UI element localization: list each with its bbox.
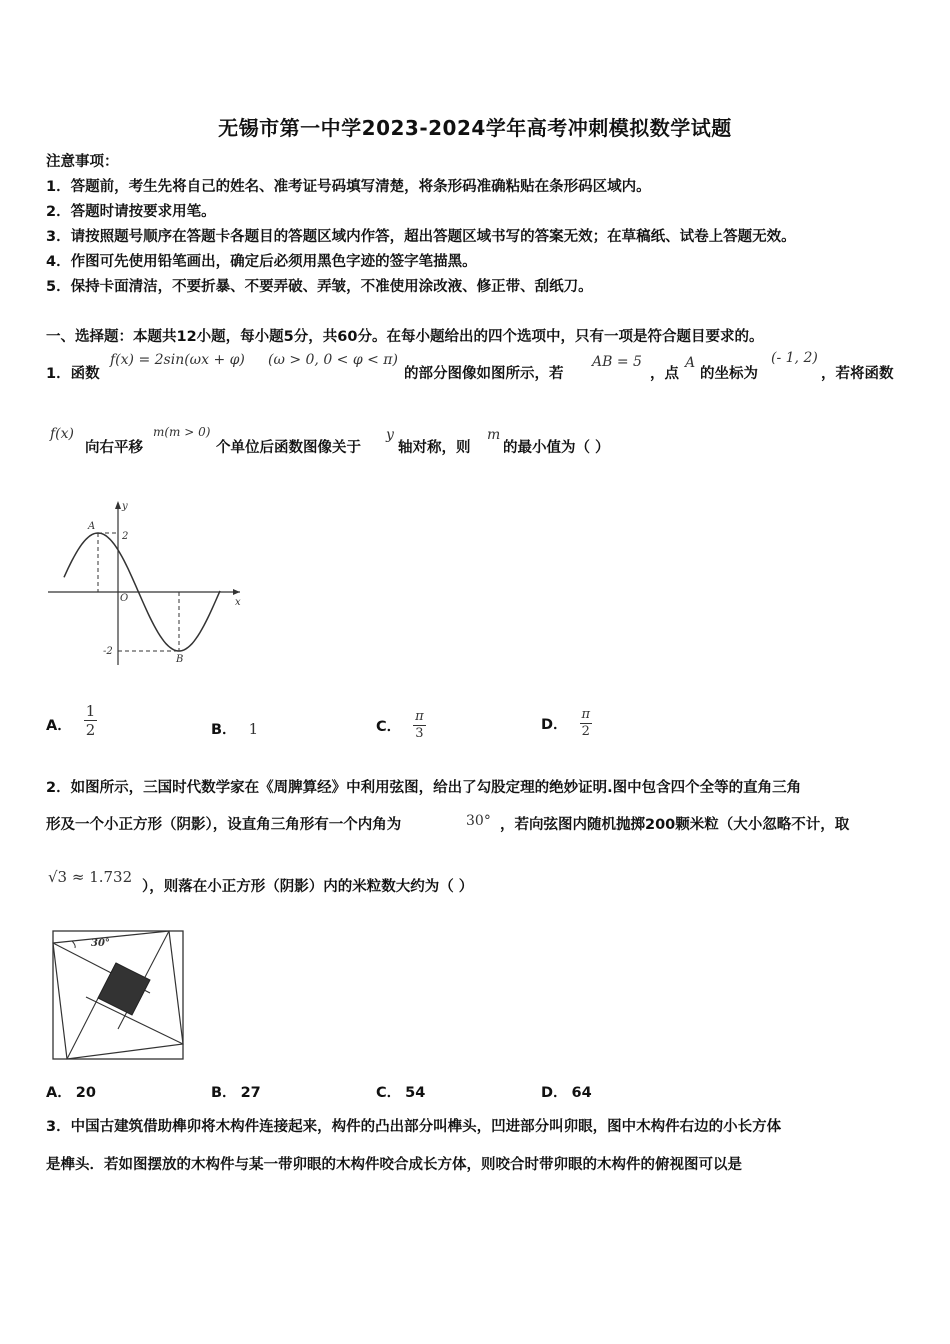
q1-text: 轴对称，则: [398, 440, 471, 456]
q1-option-c[interactable]: [376, 698, 426, 742]
q2-angle: 30°: [466, 813, 491, 829]
label-2: 2: [122, 531, 129, 542]
q1-text: 的坐标为: [700, 366, 758, 382]
option-fraction: [413, 709, 426, 742]
x-axis-arrow-icon: [233, 589, 240, 595]
page-title: 无锡市第一中学2023-2024学年高考冲刺模拟数学试题: [218, 116, 732, 140]
label-origin: O: [120, 593, 129, 604]
option-value: 20: [75, 1085, 96, 1101]
option-fraction: [580, 707, 593, 740]
q2-text: 形及一个小正方形（阴影），设直角三角形有一个内角为: [46, 817, 402, 833]
option-value: 27: [240, 1085, 261, 1101]
notice-heading: 注意事项：: [46, 154, 119, 170]
label-neg2: -2: [103, 646, 113, 657]
option-fraction: [84, 702, 98, 739]
q1-y-axis: y: [386, 427, 394, 443]
option-value: 54: [405, 1085, 426, 1101]
q2-option-b[interactable]: [211, 1083, 261, 1103]
q2-option-d[interactable]: [541, 1083, 592, 1103]
fraction-numerator: π: [415, 709, 424, 724]
notice-item: 5．保持卡面清洁，不要折暴、不要弄破、弄皱，不准使用涂改液、修正带、刮纸刀。: [46, 279, 593, 295]
option-letter: B．: [211, 1085, 237, 1101]
q1-point-a: A: [685, 355, 696, 371]
section-header: 一、选择题：本题共12小题，每小题5分，共60分。在每小题给出的四个选项中，只有一项是符合题目要求的。: [46, 329, 764, 345]
q1-sine-graph: [40, 495, 255, 670]
q1-option-b[interactable]: [211, 718, 258, 739]
option-letter: A．: [46, 718, 72, 734]
label-a: A: [88, 521, 96, 532]
q3-text: 3．中国古建筑借助榫卯将木构件连接起来，构件的凸出部分叫榫头，凹进部分叫卯眼，图中木构件右边的小长方体: [46, 1119, 782, 1135]
q1-text: 的部分图像如图所示，若: [404, 366, 564, 382]
fraction-denominator: 3: [415, 726, 424, 741]
notice-item: 3．请按照题号顺序在答题卡各题目的答题区域内作答，超出答题区域书写的答案无效；在草稿纸、试卷上答题无效。: [46, 229, 796, 245]
q1-text: 个单位后函数图像关于: [216, 440, 361, 456]
notice-item: 1．答题前，考生先将自己的姓名、准考证号码填写清楚，将条形码准确粘贴在条形码区域内。: [46, 179, 651, 195]
q2-text: ），则落在小正方形（阴影）内的米粒数大约为（ ）: [142, 879, 474, 895]
angle-arc: [72, 941, 75, 948]
label-b: B: [176, 654, 184, 665]
q1-m: m: [487, 427, 501, 443]
q1-ab-equation: AB = 5: [592, 354, 642, 370]
fraction-numerator: π: [581, 707, 591, 722]
q1-option-d[interactable]: [541, 696, 592, 740]
q2-pinwheel-diagram: [50, 928, 186, 1062]
option-value: 64: [571, 1085, 592, 1101]
option-letter: D．: [541, 717, 568, 733]
label-x: x: [235, 597, 241, 608]
angle-label: 30°: [91, 938, 110, 949]
fraction-numerator: 1: [85, 702, 96, 720]
q1-text: ，点: [650, 366, 679, 382]
option-letter: C．: [376, 719, 402, 735]
q2-text: 2．如图所示，三国时代数学家在《周脾算经》中利用弦图，给出了勾股定理的绝妙证明.图中包含四个全等的直角三角: [46, 780, 802, 796]
fraction-denominator: 2: [85, 721, 96, 739]
q1-text: ，若将函数: [821, 366, 894, 382]
option-letter: D．: [541, 1085, 568, 1101]
y-axis-arrow-icon: [115, 501, 121, 509]
q1-condition: (ω > 0, 0 < φ < π): [268, 352, 398, 368]
notice-item: 4．作图可先使用铅笔画出，确定后必须用黑色字迹的签字笔描黑。: [46, 254, 477, 270]
notice-item: 2．答题时请按要求用笔。: [46, 204, 216, 220]
q1-text: 1．函数: [46, 366, 100, 382]
q1-text: 向右平移: [85, 440, 143, 456]
q2-option-a[interactable]: [46, 1083, 96, 1103]
q1-point-coord: (- 1, 2): [771, 350, 818, 366]
q1-text: 的最小值为（ ）: [503, 440, 610, 456]
q2-option-c[interactable]: [376, 1083, 425, 1103]
option-value: 1: [248, 720, 259, 738]
q1-shift-m: m(m > 0): [153, 425, 211, 439]
q1-fx: f(x): [50, 426, 75, 442]
q1-option-a[interactable]: [46, 695, 97, 739]
q3-text: 是榫头．若如图摆放的木构件与某一带卯眼的木构件咬合成长方体，则咬合时带卯眼的木构件的俯视图可以是: [46, 1157, 742, 1173]
fraction-denominator: 2: [581, 724, 590, 739]
label-y: y: [122, 501, 128, 512]
option-letter: A．: [46, 1085, 72, 1101]
q2-sqrt-approx: √3 ≈ 1.732: [48, 868, 133, 886]
q1-function-formula: f(x) = 2sin(ωx + φ): [110, 352, 245, 368]
option-letter: C．: [376, 1085, 402, 1101]
option-letter: B．: [211, 722, 237, 738]
q2-text: ，若向弦图内随机抛掷200颗米粒（大小忽略不计，取: [500, 817, 850, 833]
